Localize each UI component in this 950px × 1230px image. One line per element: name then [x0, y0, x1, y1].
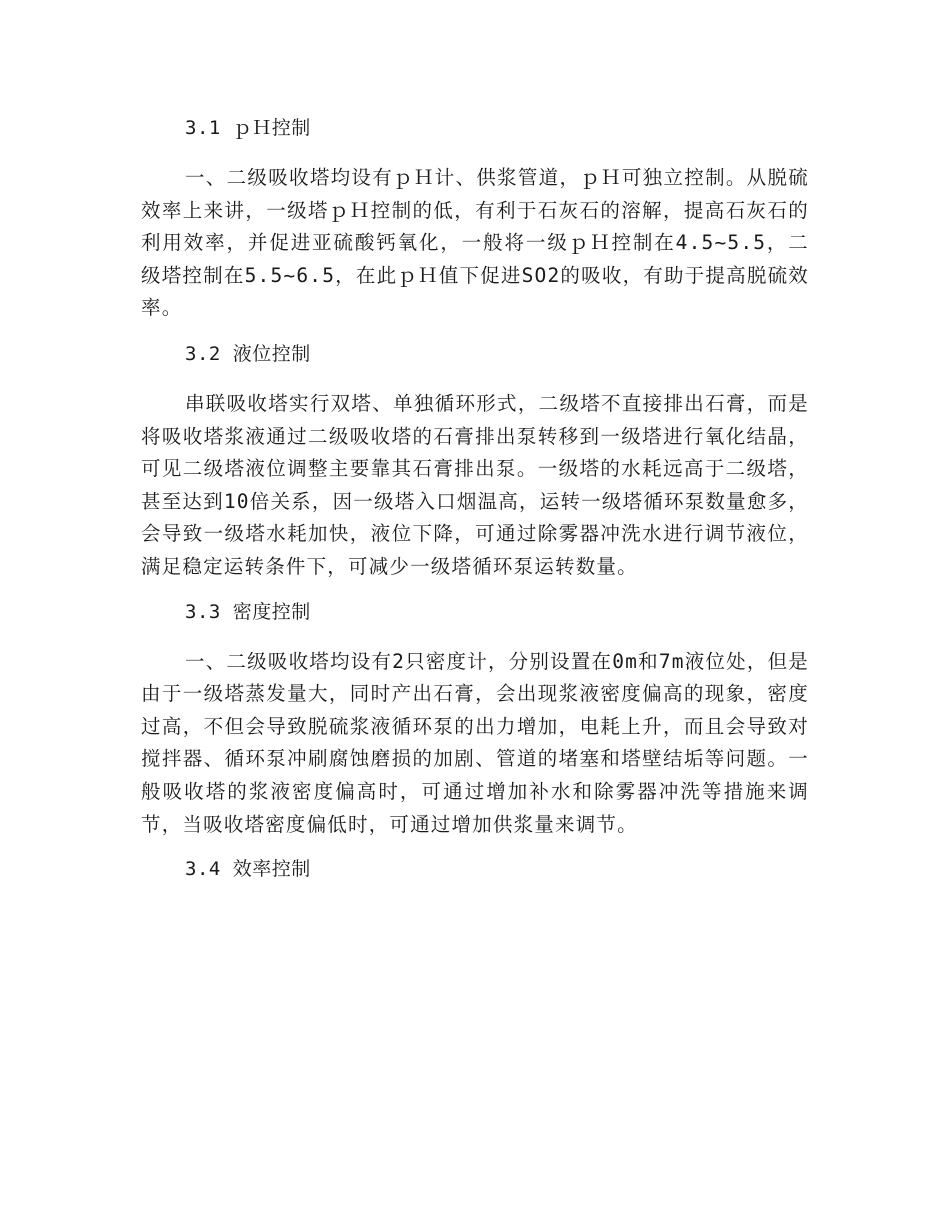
- section-heading-3-3: 3.3 密度控制: [185, 600, 311, 623]
- section-heading-3-4: 3.4 效率控制: [185, 858, 311, 881]
- section-heading-3-1: 3.1 ｐＨ控制: [185, 117, 311, 139]
- document-body: [141, 108, 809, 889]
- section-paragraph-density-control: 一、二级吸收塔均设有2只密度计，分别设置在0m和7m液位处，但是由于一级塔蒸发量大，同时产出石膏，会出现浆液密度偏高的现象，密度过高，不但会导致脱硫浆液循环泵的出力增加，电耗上升，而且会导致对搅拌器、循环泵冲刷腐蚀磨损的加剧、管道的堵塞和塔壁结垢等问题。一般吸收塔的浆液密度偏高时，可通过增加补水和除雾器冲洗等措施来调节，当吸收塔密度偏低时，可通过增加供浆量来调节。: [141, 649, 809, 836]
- section-heading-3-2: 3.2 液位控制: [185, 342, 311, 365]
- section-paragraph-ph-control: 一、二级吸收塔均设有ｐＨ计、供浆管道，ｐＨ可独立控制。从脱硫效率上来讲，一级塔ｐＨ控制的低，有利于石灰石的溶解，提高石灰石的利用效率，并促进亚硫酸钙氧化，一般将一级ｐＨ控制在4.5~5.5，二级塔控制在5.5~6.5，在此ｐＨ值下促进SO2的吸收，有助于提高脱硫效率。: [141, 166, 809, 320]
- section-paragraph-level-control: 串联吸收塔实行双塔、单独循环形式，二级塔不直接排出石膏，而是将吸收塔浆液通过二级吸收塔的石膏排出泵转移到一级塔进行氧化结晶，可见二级塔液位调整主要靠其石膏排出泵。一级塔的水耗远高于二级塔，甚至达到10倍关系，因一级塔入口烟温高，运转一级塔循环泵数量愈多，会导致一级塔水耗加快，液位下降，可通过除雾器冲洗水进行调节液位，满足稳定运转条件下，可减少一级塔循环泵运转数量。: [141, 391, 809, 578]
